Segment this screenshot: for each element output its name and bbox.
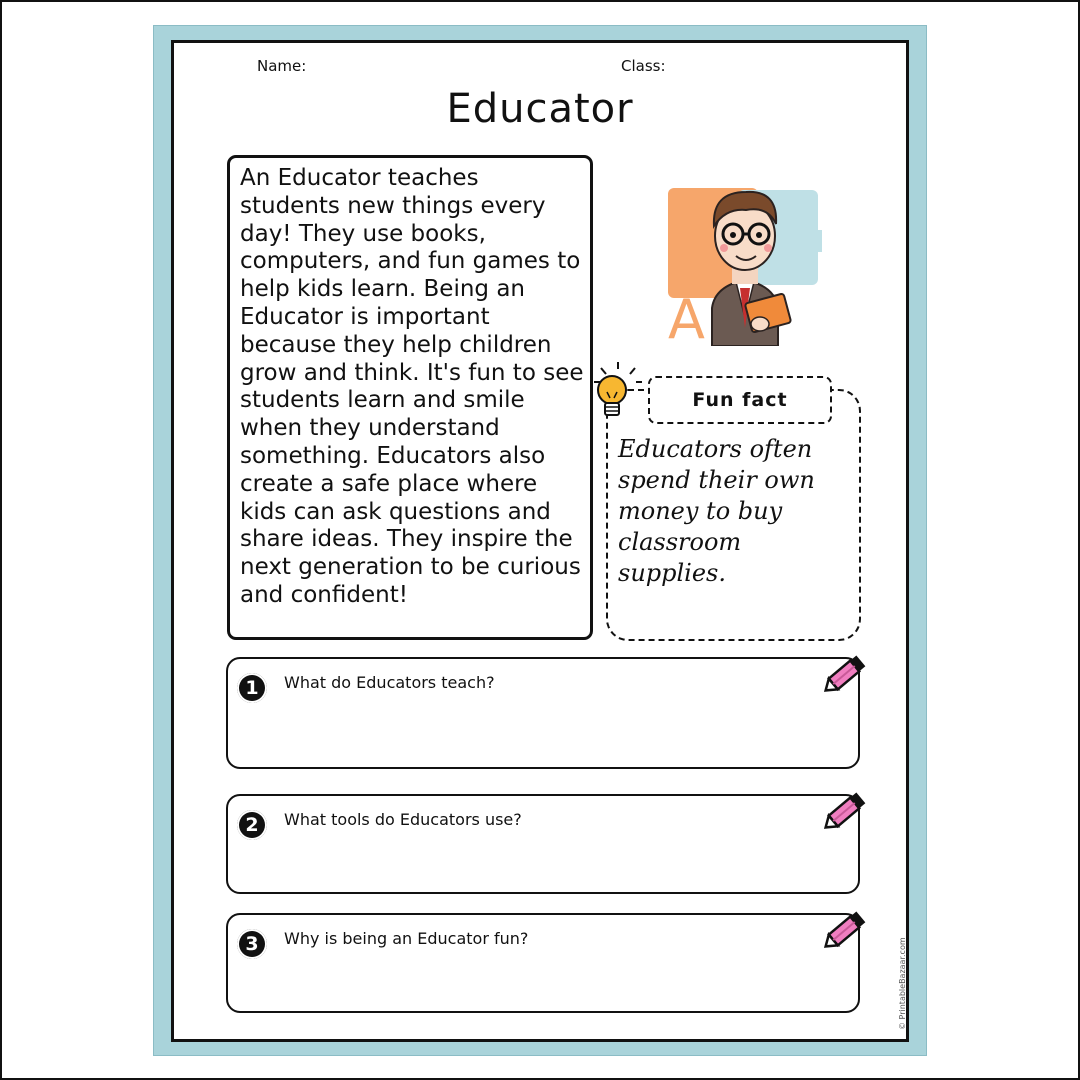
lightbulb-icon [592, 360, 644, 422]
question-text: What do Educators teach? [284, 673, 495, 692]
fun-fact-text: Educators often spend their own money to buy classroom supplies. [618, 435, 815, 587]
question-number: 1 [237, 673, 267, 703]
fun-fact-label: Fun fact [648, 376, 832, 424]
story-text: An Educator teaches students new things every day! They use books, computers, and fun games to help kids learn. Being an Educator is important because they help children grow and think. It's fun to see students learn and smile when they understand something. Educators also create a safe place where kids can ask questions and share ideas. They inspire the next generation to be curious and confident! [240, 165, 584, 608]
copyright-text: © PrintableBazaar.com [898, 937, 907, 1030]
pencil-icon [820, 907, 868, 955]
question-text: What tools do Educators use? [284, 810, 522, 829]
name-label: Name: [257, 57, 307, 75]
svg-text:A: A [668, 288, 705, 346]
pencil-icon [820, 788, 868, 836]
question-2-box[interactable] [226, 794, 860, 894]
story-box [227, 155, 593, 640]
educator-illustration [660, 178, 830, 346]
page-title: Educator [446, 86, 634, 132]
pencil-icon [820, 651, 868, 699]
question-1-box[interactable] [226, 657, 860, 769]
question-number: 3 [237, 929, 267, 959]
question-3-box[interactable] [226, 913, 860, 1013]
class-label: Class: [621, 57, 666, 75]
question-number: 2 [237, 810, 267, 840]
question-text: Why is being an Educator fun? [284, 929, 529, 948]
